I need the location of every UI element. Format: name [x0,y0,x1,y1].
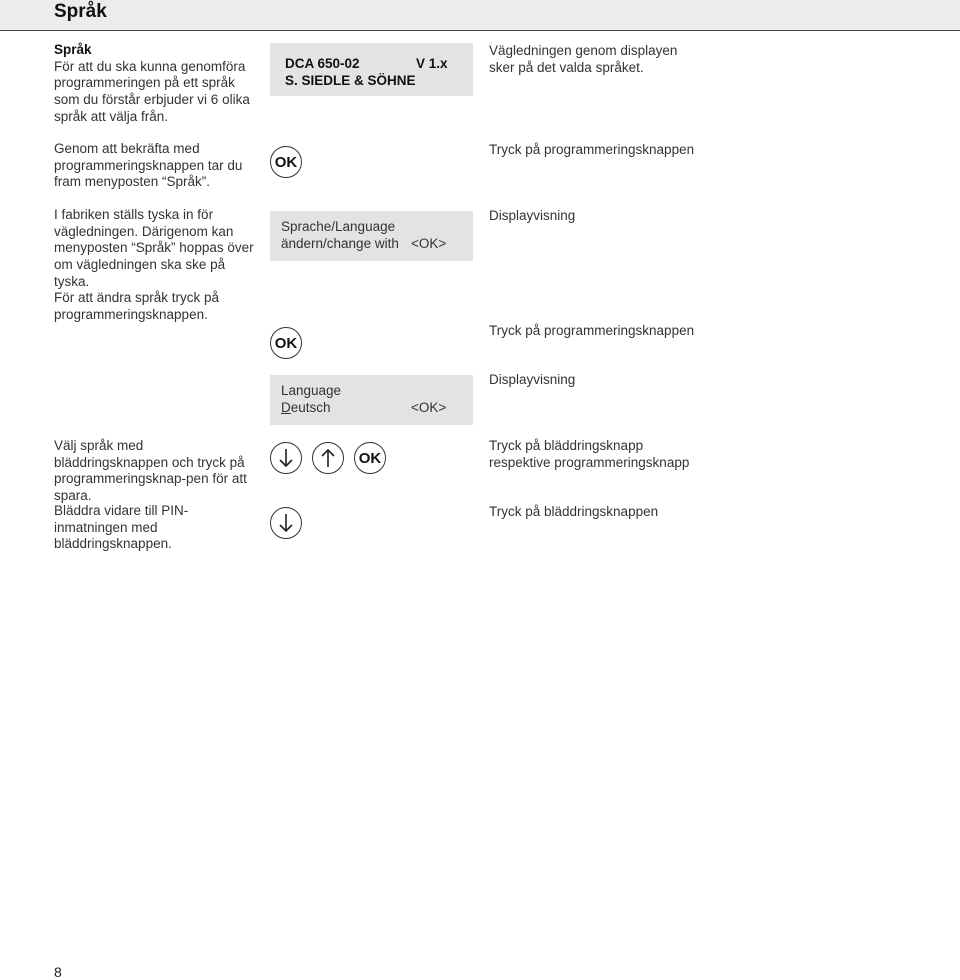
display-2-line-1: Sprache/Language [281,219,396,234]
display-1-line-2: S. SIEDLE & SÖHNE [285,73,416,88]
arrow-up-icon [320,448,336,468]
scroll-up-button[interactable] [312,442,344,474]
display-1-line-1-right: V 1.x [416,56,448,71]
instruction-3: Displayvisning [489,208,576,223]
intro-section [54,42,259,126]
scroll-text: Bläddra vidare till PIN-inmatningen med bläddringsknappen. [54,503,189,552]
arrow-down-icon [278,448,294,468]
instruction-4: Tryck på programmeringsknappen [489,323,695,338]
display-screen-3 [270,375,473,425]
display-3-line-2-right: <OK> [411,400,447,415]
instruction-2: Tryck på programmeringsknappen [489,142,695,157]
ok-button[interactable]: OK [270,327,302,359]
factory-text: I fabriken ställs tyska in för vägledningen. Därigenom kan menyposten “Språk” hoppas över om vägledningen ska ske på tyska. [54,207,254,289]
display-3-line-2-left: Deutsch [281,400,331,415]
instruction-1: Vägledningen genom displayen sker på det valda språket. [489,43,678,75]
display-2-line-2-right: <OK> [411,236,447,251]
select-text: Välj språk med bläddringsknappen och tryck på programmeringsknap-pen för att spara. [54,438,247,504]
instruction-7: Tryck på bläddringsknappen [489,504,659,519]
intro-heading: Språk [54,42,92,57]
ok-button[interactable]: OK [354,442,386,474]
page-title: Språk [54,1,107,22]
confirm-text: Genom att bekräfta med programmeringsknappen tar du fram menyposten “Språk”. [54,141,243,190]
scroll-down-button[interactable] [270,507,302,539]
display-1-line-1-left: DCA 650-02 [285,56,360,71]
header-band [0,0,960,31]
intro-text: För att du ska kunna genomföra programmeringen på ett språk som du förstår erbjuder vi 6 olika språk att välja från. [54,58,250,124]
display-screen-1 [270,43,473,96]
ok-button[interactable]: OK [270,146,302,178]
display-2-line-2-left: ändern/change with [281,236,399,251]
display-3-line-1: Language [281,383,342,398]
display-screen-2 [270,211,473,261]
page-number: 8 [54,964,62,980]
instruction-6: Tryck på bläddringsknapp respektive programmeringsknapp [489,438,690,470]
arrow-down-icon [278,513,294,533]
scroll-down-button[interactable] [270,442,302,474]
change-text: För att ändra språk tryck på programmeringsknappen. [54,290,220,322]
instruction-5: Displayvisning [489,372,576,387]
